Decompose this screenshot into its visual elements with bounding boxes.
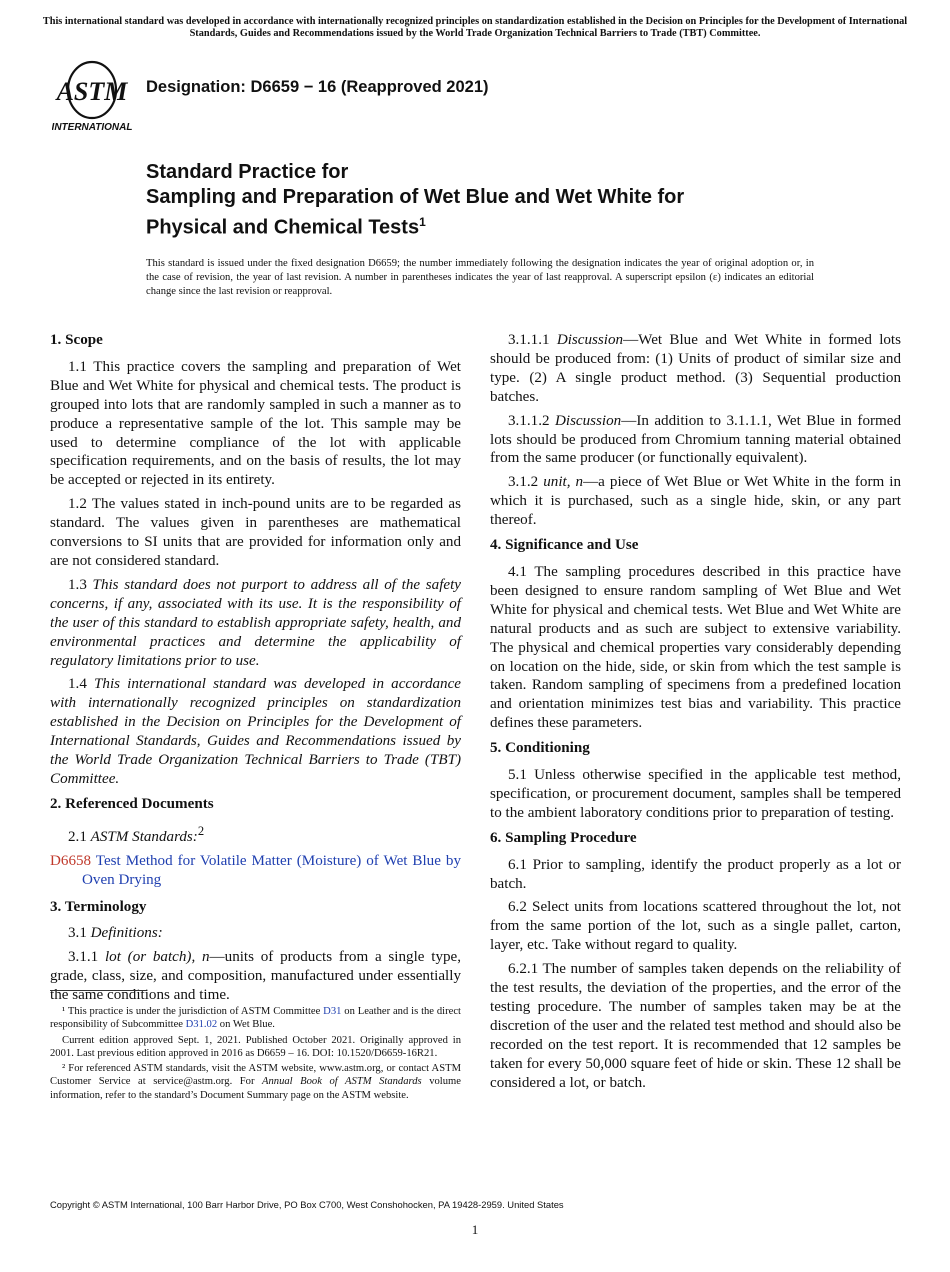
section-sampling-heading: 6. Sampling Procedure (490, 829, 637, 846)
para-1-3: 1.3 This standard does not purport to address all of the safety concerns, if any, associated with its use. It is the responsibility of the user of this standard to establish appropriate safety, health, and environmental practices and determine the applicability of regulatory limitations prior to use. (50, 576, 461, 669)
issuance-statement: This standard is issued under the fixed designation D6659; the number immediately following the designation indicates the year of original adoption or, in the case of revision, the year of last revision. A number in parentheses indicates the year of last reapproval. A superscript epsilon (ε) indicates an editorial change since the last revision or reapproval. (146, 258, 814, 297)
designation: Designation: D6659 − 16 (Reapproved 2021) (146, 78, 489, 96)
astm-logo (52, 58, 136, 132)
para-6-2: 6.2 Select units from locations scattered throughout the lot, not from the same portion of the lot, such as a single pallet, carton, layer, etc. Take without regard to quality. (490, 899, 901, 954)
para-6-1: 6.1 Prior to sampling, identify the product properly as a lot or batch. (490, 856, 901, 892)
section-significance-heading: 4. Significance and Use (490, 537, 639, 554)
section-conditioning-heading: 5. Conditioning (490, 740, 590, 757)
committee-link[interactable]: D31 (323, 1006, 342, 1017)
para-4-1: 4.1 The sampling procedures described in this practice have been designed to ensure random sampling of Wet Blue and Wet White for physical and chemical tests. Wet Blue and Wet White are natural products and as such are subject to extensive variability. The physical and chemical properties vary considerably depending on location on the hide, side, or skin from which the test sample is taken. Random sampling of specimens from a predefined location and orientation minimizes test bias and variability. This practice defines these parameters. (490, 563, 901, 732)
para-2-1: 2.1 ASTM Standards:$^2$ (68, 823, 205, 845)
para-1-1: 1.1 This practice covers the sampling and preparation of Wet Blue and Wet White for physical and chemical tests. The product is grouped into lots that are randomly sampled in such a manner as to produce a representative sample of the lot. This sample may be used to determine compliance of the lot with applicable specification requirements, and on the basis of results, the lot may be accepted or rejected in its entirety. (50, 358, 461, 489)
title-footnote-ref: 1 (419, 215, 426, 229)
reference-d6658[interactable] (50, 852, 461, 890)
top-notice: This international standard was developed in accordance with internationally recognized principles on standardization established in the Decision on Principles for the Development of International Standards, Guides and Recommendations issued by the World Trade Organization Technical Barriers to Trade (TBT) Committee. (42, 16, 908, 39)
reference-code-link: D6658 (50, 852, 92, 869)
left-column (50, 331, 461, 1010)
logo-word: INTERNATIONAL (52, 122, 133, 132)
page-number: 1 (471, 1222, 479, 1237)
title-line-2: Sampling and Preparation of Wet Blue and Wet White for (146, 186, 685, 208)
footnotes (50, 990, 461, 1104)
footnote-2: ² For referenced ASTM standards, visit the ASTM website, www.astm.org, or contact ASTM Customer Service at service@astm.org. For Annual Book of ASTM Standards volume information, refer to the standard’s Document Summary page on the ASTM website. (50, 1063, 461, 1101)
para-3-1-1-2: 3.1.1.2 Discussion—In addition to 3.1.1.1, Wet Blue in formed lots should be produced from Chromium tanning material obtained from the same producer (or functionally equivalent). (490, 412, 902, 467)
title-line-1: Standard Practice for (146, 161, 349, 183)
section-scope-heading: 1. Scope (50, 332, 103, 348)
reference-title-link: Test Method for Volatile Matter (Moisture) of Wet Blue by Oven Drying (82, 852, 461, 888)
footnote-rule (50, 990, 146, 991)
copyright-line: Copyright © ASTM International, 100 Barr Harbor Drive, PO Box C700, West Conshohocken, PA 19428-2959. United States (50, 1199, 564, 1210)
para-3-1-1: 3.1.1 lot (or batch), n—units of products from a single type, grade, class, size, and composition, manufactured under essentially the same conditions and time. (50, 949, 462, 1004)
section-referenced-documents-heading: 2. Referenced Documents (50, 795, 214, 812)
document-title (146, 160, 866, 241)
para-1-4: 1.4 This international standard was developed in accordance with internationally recognized principles on standardization established in the Decision on Principles for the Development of International Standards, Guides and Recommendations issued by the World Trade Organization Technical Barriers to Trade (TBT) Committee. (50, 676, 461, 787)
logo-letters: ASTM (56, 77, 128, 106)
footnote-1-edition: Current edition approved Sept. 1, 2021. Published October 2021. Originally approved in 2001. Last previous edition approved in 2016 as D6659 – 16. DOI: 10.1520/D6659-16R21. (50, 1034, 461, 1059)
para-6-2-1: 6.2.1 The number of samples taken depends on the reliability of the test results, the deviation of the properties, and the error of the testing procedure. The number of samples taken may be at the discretion of the user and the related test method and should also be recorded on the test report. It is recommended that 12 samples be taken for every 50,000 square feet of hide or skin. These 12 shall be considered a lot, or batch. (490, 961, 901, 1091)
para-1-2: 1.2 The values stated in inch-pound units are to be regarded as standard. The values given in parentheses are mathematical conversions to SI units that are provided for information only and are not considered standard. (50, 496, 461, 569)
title-line-3: Physical and Chemical Tests (146, 216, 420, 239)
para-5-1: 5.1 Unless otherwise specified in the applicable test method, specification, or procurement document, samples shall be tempered to the ambient laboratory conditions prior to preparation of testing. (490, 767, 901, 821)
para-3-1-1-1: 3.1.1.1 Discussion—Wet Blue and Wet White in formed lots should be produced from: (1) Units of product of similar size and type. (2) A single product method. (3) Sequential production batches. (490, 332, 902, 405)
section-terminology-heading: 3. Terminology (50, 898, 147, 915)
footnote-1: ¹ This practice is under the jurisdiction of ASTM Committee D31 on Leather and is the direct responsibility of Subcommittee D31.02 on Wet Blue. (50, 1006, 461, 1031)
subcommittee-link[interactable]: D31.02 (185, 1019, 218, 1031)
para-3-1-2: 3.1.2 unit, n—a piece of Wet Blue or Wet White in the form in which it is purchased, such as a single hide, skin, or any part thereof. (490, 474, 901, 529)
right-column (490, 331, 901, 1098)
para-3-1: 3.1 Definitions: (68, 925, 163, 942)
